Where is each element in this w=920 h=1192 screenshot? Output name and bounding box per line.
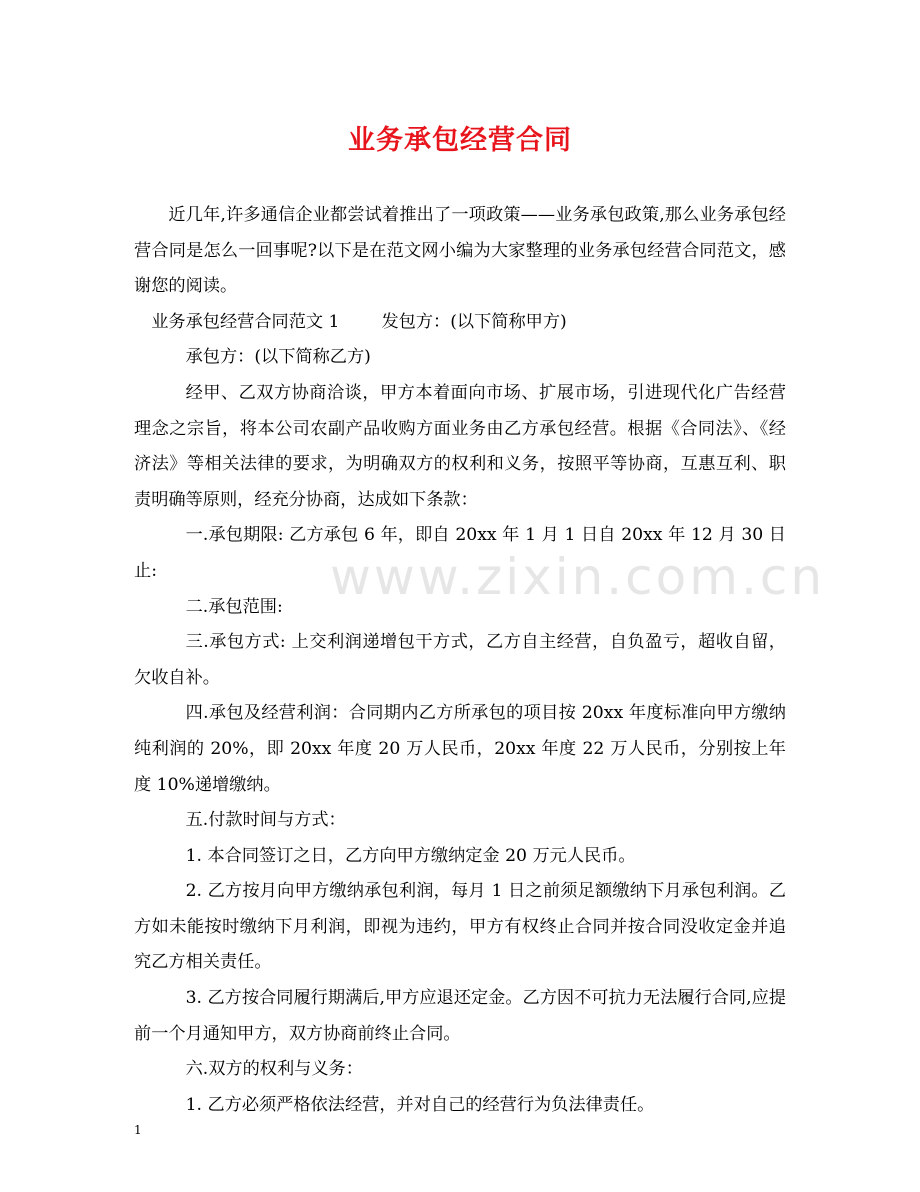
intro-paragraph: 近几年,许多通信企业都尝试着推出了一项政策——业务承包政策,那么业务承包经营合同是怎么一回事呢?以下是在范文网小编为大家整理的业务承包经营合同范文，感谢您的阅读。 — [134, 205, 786, 297]
preamble-paragraph: 经甲、乙双方协商洽谈，甲方本着面向市场、扩展市场，引进现代化广告经营理念之宗旨，将本公司农副产品收购方面业务由乙方承包经营。根据《合同法》、《经济法》等相关法律的要求，为明确双方的权利和义务，按照平等协商，互惠互利、职责明确等原则，经充分协商，达成如下条款： — [134, 382, 786, 510]
sample-heading-line — [134, 305, 786, 341]
clause-5-3: 3. 乙方按合同履行期满后,甲方应退还定金。乙方因不可抗力无法履行合同,应提前一个月通知甲方，双方协商前终止合同。 — [134, 988, 786, 1044]
party-a-line: 发包方：(以下简称甲方) — [381, 311, 567, 332]
clause-3: 三.承包方式: 上交利润递增包干方式，乙方自主经营，自负盈亏，超收自留，欠收自补。 — [134, 632, 786, 688]
clause-5-2: 2. 乙方按月向甲方缴纳承包利润，每月 1 日之前须足额缴纳下月承包利润。乙方如未能按时缴纳下月利润，即视为违约，甲方有权终止合同并按合同没收定金并追究乙方相关责任。 — [134, 881, 786, 973]
party-b-line: 承包方：(以下简称乙方) — [185, 347, 371, 368]
clause-6-1: 1. 乙方必须严格依法经营，并对自己的经营行为负法律责任。 — [185, 1094, 655, 1115]
watermark: www.zixin.com.cn — [330, 548, 826, 606]
page-number: 1 — [134, 1123, 142, 1137]
clause-5-1: 1. 本合同签订之日，乙方向甲方缴纳定金 20 万元人民币。 — [185, 845, 636, 866]
document-body — [134, 198, 786, 1123]
clause-5: 五.付款时间与方式： — [185, 810, 346, 831]
clause-1: 一.承包期限: 乙方承包 6 年，即自 20xx 年 1 月 1 日自 20xx 年 12 月 30 日止: — [134, 525, 786, 581]
document-title: 业务承包经营合同 — [348, 125, 572, 156]
clause-2: 二.承包范围: — [185, 596, 283, 617]
clause-4: 四.承包及经营利润：合同期内乙方所承包的项目按 20xx 年度标准向甲方缴纳纯利润的 20%，即 20xx 年度 20 万人民币，20xx 年度 22 万人民币，分别按上年度 10%递增缴纳。 — [134, 703, 786, 795]
clause-6: 六.双方的权利与义务： — [185, 1059, 363, 1080]
sample-heading: 业务承包经营合同范文 1 — [151, 311, 340, 332]
